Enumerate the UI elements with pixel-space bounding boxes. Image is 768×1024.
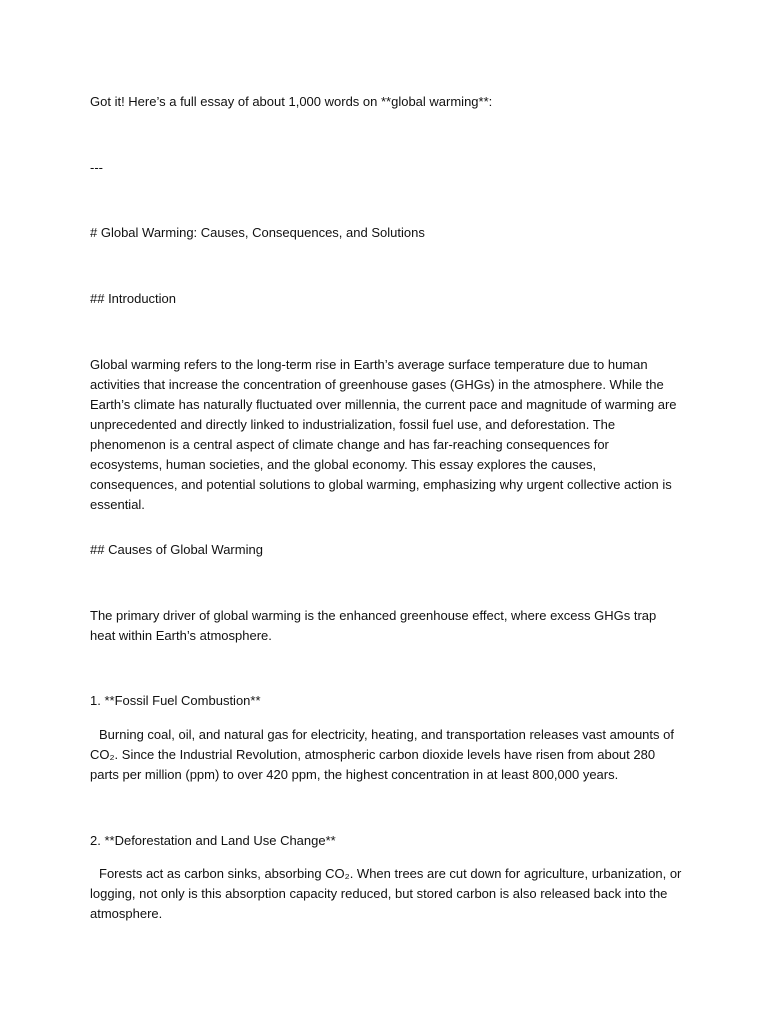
causes-heading: ## Causes of Global Warming [90, 542, 263, 557]
intro-line: Got it! Here’s a full essay of about 1,000 words on **global warming**: [90, 94, 493, 109]
introduction-paragraph: Global warming refers to the long-term rise in Earth’s average surface temperature due to human activities that increase the concentration of greenhouse gases (GHGs) in the atmosphere. While the Earth’s climate has naturally fluctuated over millennia, the current pace and magnitude of warming are unprecedented and directly linked to industrialization, fossil fuel use, and deforestation. The phenomenon is a central aspect of climate change and has far-reaching consequences for ecosystems, human societies, and the global economy. This essay explores the causes, consequences, and potential solutions to global warming, emphasizing why urgent collective action is essential. [90, 357, 677, 512]
item2-text: Forests act as carbon sinks, absorbing CO₂. When trees are cut down for agriculture, urbanization, or logging, not only is this absorption capacity reduced, but stored carbon is also released back into the atmosphere. [90, 866, 682, 921]
essay-title: # Global Warming: Causes, Consequences, and Solutions [90, 225, 425, 240]
item1-heading: 1. **Fossil Fuel Combustion** [90, 693, 261, 708]
causes-paragraph: The primary driver of global warming is the enhanced greenhouse effect, where excess GHGs trap heat within Earth’s atmosphere. [90, 608, 657, 643]
item1-text: Burning coal, oil, and natural gas for electricity, heating, and transportation releases vast amounts of CO₂. Since the Industrial Revolution, atmospheric carbon dioxide levels have risen from about 280 parts per million (ppm) to over 420 ppm, the highest concentration in at least 800,000 years. [90, 727, 674, 782]
separator: --- [90, 160, 103, 175]
introduction-heading: ## Introduction [90, 291, 177, 306]
item2-heading: 2. **Deforestation and Land Use Change** [90, 833, 336, 848]
